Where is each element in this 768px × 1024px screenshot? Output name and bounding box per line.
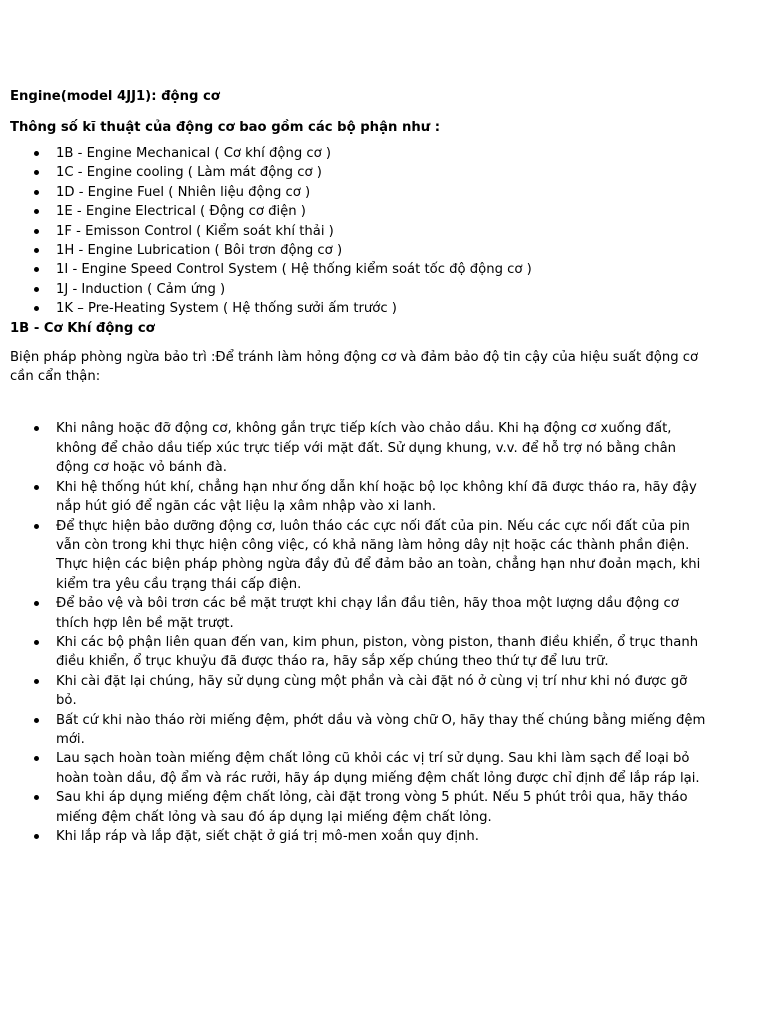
precautions-list: [10, 419, 708, 846]
engine-heading: Engine(model 4JJ1): động cơ: [10, 89, 220, 104]
bullet-icon: [34, 834, 39, 839]
list-item: 1J - Induction ( Cảm ứng ): [10, 280, 708, 299]
bullet-icon: [34, 718, 39, 723]
bullet-icon: [34, 795, 39, 800]
list-item: Khi các bộ phận liên quan đến van, kim phun, piston, vòng piston, thanh điều khiển, ổ trục thanh điều khiển, ổ trục khuỷu đã được tháo ra, hãy sắp xếp chúng theo thứ tự để lưu trữ.: [10, 633, 708, 672]
list-item: Lau sạch hoàn toàn miếng đệm chất lỏng cũ khỏi các vị trí sử dụng. Sau khi làm sạch để loại bỏ hoàn toàn dầu, độ ẩm và rác rưởi, hãy áp dụng miếng đệm chất lỏng được chỉ định để lắp ráp lại.: [10, 749, 708, 788]
bullet-icon: [34, 679, 39, 684]
list-item: Sau khi áp dụng miếng đệm chất lỏng, cài đặt trong vòng 5 phút. Nếu 5 phút trôi qua, hãy tháo miếng đệm chất lỏng và sau đó áp dụng lại miếng đệm chất lỏng.: [10, 788, 708, 827]
bullet-icon: [34, 287, 39, 292]
intro-paragraph: Biện pháp phòng ngừa bảo trì :Để tránh làm hỏng động cơ và đảm bảo độ tin cậy của hiệu suất động cơ cần cẩn thận:: [10, 349, 699, 385]
bullet-icon: [34, 756, 39, 761]
bullet-icon: [34, 267, 39, 272]
bullet-icon: [34, 485, 39, 490]
list-item: Khi nâng hoặc đỡ động cơ, không gắn trực tiếp kích vào chảo dầu. Khi hạ động cơ xuống đất, không để chảo dầu tiếp xúc trực tiếp với mặt đất. Sử dụng khung, v.v. để hỗ trợ nó bằng chân động cơ hoặc vỏ bánh đà.: [10, 419, 708, 477]
list-item: Khi hệ thống hút khí, chẳng hạn như ống dẫn khí hoặc bộ lọc không khí đã được tháo ra, hãy đậy nắp hút gió để ngăn các vật liệu lạ xâm nhập vào xi lanh.: [10, 478, 708, 517]
bullet-icon: [34, 426, 39, 431]
list-item: 1F - Emisson Control ( Kiểm soát khí thải ): [10, 222, 708, 241]
specs-heading: Thông số kĩ thuật của động cơ bao gồm các bộ phận như :: [10, 120, 440, 135]
bullet-icon: [34, 248, 39, 253]
list-item: 1C - Engine cooling ( Làm mát động cơ ): [10, 163, 708, 182]
bullet-icon: [34, 601, 39, 606]
bullet-icon: [34, 640, 39, 645]
list-item: Khi lắp ráp và lắp đặt, siết chặt ở giá trị mô-men xoắn quy định.: [10, 827, 708, 846]
spec-list: [10, 144, 708, 319]
list-item: 1K – Pre-Heating System ( Hệ thống sưởi ấm trước ): [10, 299, 708, 318]
list-item: 1I - Engine Speed Control System ( Hệ thống kiểm soát tốc độ động cơ ): [10, 260, 708, 279]
list-item: 1E - Engine Electrical ( Động cơ điện ): [10, 202, 708, 221]
list-item: Bất cứ khi nào tháo rời miếng đệm, phớt dầu và vòng chữ O, hãy thay thế chúng bằng miếng đệm mới.: [10, 711, 708, 750]
list-item: 1D - Engine Fuel ( Nhiên liệu động cơ ): [10, 183, 708, 202]
list-item: Để thực hiện bảo dưỡng động cơ, luôn tháo các cực nối đất của pin. Nếu các cực nối đất của pin vẫn còn trong khi thực hiện công việc, có khả năng làm hỏng dây nịt hoặc các thành phần điện. Thực hiện các biện pháp phòng ngừa đầy đủ để đảm bảo an toàn, chẳng hạn như đoản mạch, khi kiểm tra yêu cầu trạng thái cấp điện.: [10, 517, 708, 595]
list-item: 1B - Engine Mechanical ( Cơ khí động cơ ): [10, 144, 708, 163]
bullet-icon: [34, 209, 39, 214]
list-item: Để bảo vệ và bôi trơn các bề mặt trượt khi chạy lần đầu tiên, hãy thoa một lượng dầu động cơ thích hợp lên bề mặt trượt.: [10, 594, 708, 633]
list-item: Khi cài đặt lại chúng, hãy sử dụng cùng một phần và cài đặt nó ở cùng vị trí như khi nó được gỡ bỏ.: [10, 672, 708, 711]
section-heading: 1B - Cơ Khí động cơ: [10, 320, 155, 336]
bullet-icon: [34, 229, 39, 234]
bullet-icon: [34, 190, 39, 195]
bullet-icon: [34, 306, 39, 311]
bullet-icon: [34, 170, 39, 175]
bullet-icon: [34, 524, 39, 529]
bullet-icon: [34, 151, 39, 156]
list-item: 1H - Engine Lubrication ( Bôi trơn động cơ ): [10, 241, 708, 260]
